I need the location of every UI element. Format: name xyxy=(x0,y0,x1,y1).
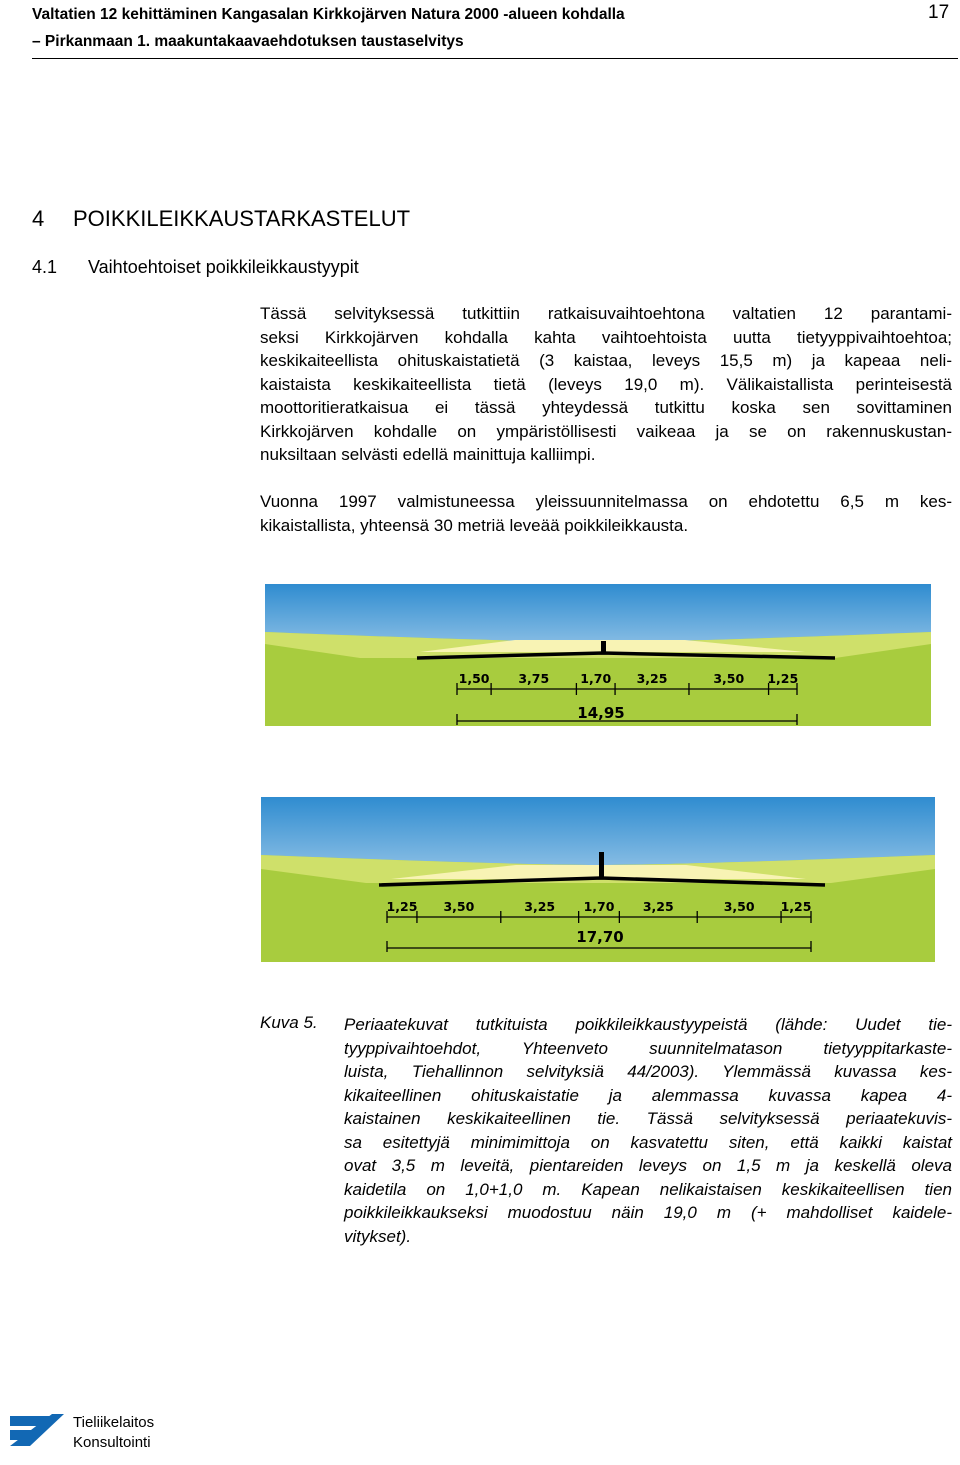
caption-line: sa esitettyjä minimimittoja on kasvatettu siten, että kaikki kaistat xyxy=(344,1132,952,1152)
segment-width-label: 3,25 xyxy=(524,899,556,914)
total-width-label: 14,95 xyxy=(577,704,625,722)
median-barrier xyxy=(599,852,604,878)
paragraph-line: Tässä selvityksessä tutkittiin ratkaisuvaihtoehtona valtatien 12 parantami- xyxy=(260,304,952,323)
paragraph-line: moottoritieratkaisua ei tässä yhteydessä tutkittu koska sen sovittaminen xyxy=(260,398,952,417)
organization-name: Tieliikelaitos xyxy=(73,1414,155,1431)
segment-width-label: 1,25 xyxy=(386,899,418,914)
paragraph-line: Kirkkojärven kohdalle on ympäristöllisesti vaikeaa ja se on rakennuskustan- xyxy=(260,421,952,441)
segment-width-label: 1,50 xyxy=(458,671,490,686)
segment-width-label: 3,50 xyxy=(713,671,745,686)
paragraph-line: Vuonna 1997 valmistuneessa yleissuunnitelmassa on ehdotettu 6,5 m kes- xyxy=(260,492,952,511)
paragraph-line: seksi Kirkkojärven kohdalla kahta vaihtoehtoista uutta tietyyppivaihtoehtoa; xyxy=(260,327,952,347)
section-number: 4 xyxy=(32,206,45,231)
caption-line: kaistainen keskikaiteellinen tie. Tässä selvityksessä periaatekuvis- xyxy=(344,1109,952,1128)
median-barrier xyxy=(601,641,606,654)
figure-caption-label: Kuva 5. xyxy=(260,1013,318,1032)
caption-line: vitykset). xyxy=(344,1226,412,1246)
caption-line: Periaatekuvat tutkituista poikkileikkaustyypeistä (lähde: Uudet tie- xyxy=(344,1015,952,1034)
cross-section-figure-lower xyxy=(261,797,935,962)
section-title: POIKKILEIKKAUSTARKASTELUT xyxy=(73,206,411,231)
organization-unit: Konsultointi xyxy=(73,1434,151,1451)
segment-width-label: 1,25 xyxy=(767,671,799,686)
caption-line: luista, Tiehallinnon selvityksiä 44/2003). Ylemmässä kuvassa kes- xyxy=(344,1062,952,1081)
subsection-number: 4.1 xyxy=(32,257,58,277)
document-subtitle: – Pirkanmaan 1. maakuntakaavaehdotuksen taustaselvitys xyxy=(32,33,464,50)
caption-line: tyyppivaihtoehdot, Yhteenveto suunnitelmatason tietyyppitarkaste- xyxy=(344,1038,952,1058)
caption-line: kaidetila on 1,0+1,0 m. Kapean nelikaistaisen keskikaiteellisen tien xyxy=(344,1179,952,1199)
paragraph-line: kaistaista keskikaiteellista tietä (leveys 19,0 m). Välikaistallista perinteisestä xyxy=(260,374,952,394)
paragraph-line: keskikaiteellista ohituskaistatietä (3 kaistaa, leveys 15,5 m) ja kapeaa neli- xyxy=(260,351,952,370)
subsection-heading xyxy=(32,257,359,278)
total-width-label: 17,70 xyxy=(576,928,624,946)
segment-width-label: 3,75 xyxy=(518,671,550,686)
segment-width-label: 3,25 xyxy=(636,671,668,686)
paragraph-line: kikaistallista, yhteensä 30 metriä leveää poikkileikkausta. xyxy=(260,515,689,535)
body-paragraph-2 xyxy=(260,490,952,537)
paragraph-line: nuksiltaan selvästi edellä mainittuja kalliimpi. xyxy=(260,445,596,464)
page-number: 17 xyxy=(928,2,950,23)
segment-width-label: 1,70 xyxy=(583,899,615,914)
segment-width-label: 3,50 xyxy=(723,899,755,914)
header-rule xyxy=(32,58,958,59)
document-title: Valtatien 12 kehittäminen Kangasalan Kirkkojärven Natura 2000 -alueen kohdalla xyxy=(32,6,625,23)
segment-width-label: 1,70 xyxy=(580,671,612,686)
caption-line: poikkileikkaukseksi muodostuu näin 19,0 m (+ mahdolliset kaidele- xyxy=(344,1203,952,1222)
segment-width-label: 3,25 xyxy=(642,899,674,914)
segment-width-label: 1,25 xyxy=(780,899,812,914)
subsection-title: Vaihtoehtoiset poikkileikkaustyypit xyxy=(88,257,359,277)
section-heading xyxy=(32,206,410,232)
caption-line: ovat 3,5 m leveitä, pientareiden leveys on 1,5 m ja keskellä oleva xyxy=(344,1156,952,1175)
figure-caption xyxy=(344,1013,952,1248)
tieliikelaitos-logo-icon xyxy=(10,1412,66,1448)
segment-width-label: 3,50 xyxy=(443,899,475,914)
caption-line: kikaiteellinen ohituskaistatie ja alemmassa kuvassa kapea 4- xyxy=(344,1085,952,1105)
cross-section-figure-upper xyxy=(265,584,931,726)
body-paragraph-1 xyxy=(260,302,952,467)
